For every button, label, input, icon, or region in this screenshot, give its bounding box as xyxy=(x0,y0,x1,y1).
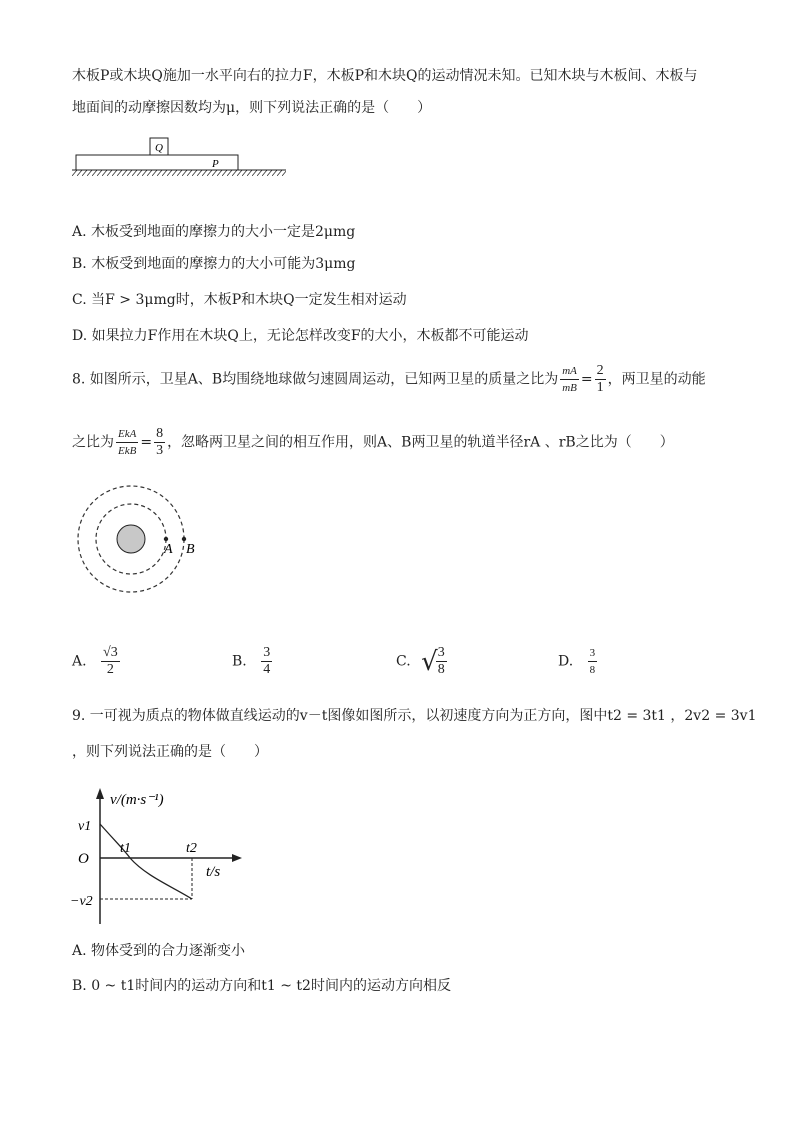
ek-ratio-value: $\frac{8}{3}$ xyxy=(156,426,164,458)
q9-stem-line2: ，则下列说法正确的是（ ） xyxy=(72,744,268,760)
q8-option-b: B. $\frac{3}{4}$ xyxy=(232,645,271,677)
q9-option-a: A. 物体受到的合力逐渐变小 xyxy=(72,943,246,959)
svg-text:v1: v1 xyxy=(78,819,92,834)
svg-text:t1: t1 xyxy=(120,841,131,856)
earth xyxy=(117,525,145,553)
svg-text:−v2: −v2 xyxy=(70,894,93,909)
y-axis-arrow xyxy=(96,788,104,799)
q7-board-diagram xyxy=(72,134,292,184)
svg-text:t/s: t/s xyxy=(206,864,221,880)
q8-option-d: D. $\frac{3}{8}$ xyxy=(558,647,596,676)
q9-vt-graph xyxy=(66,784,256,934)
q8-stem-line2: 之比为 $\frac{\text{EkA}}{\text{EkB}}$ = $\frac{8}{3}$ ，忽略两卫星之间的相互作用，则A、B两卫星的轨道半径rA 、rB之比为（ ） xyxy=(72,426,674,458)
q7-option-d: D. 如果拉力F作用在木块Q上，无论怎样改变F的大小，木板都不可能运动 xyxy=(72,328,529,344)
ek-ratio-symbol: $\frac{\text{EkA}}{\text{EkB}}$ xyxy=(118,428,137,457)
q8-stem-line1: 8. 如图所示，卫星A、B均围绕地球做匀速圆周运动，已知两卫星的质量之比为 $\frac{mA}{mB}$ = $\frac{2}{1}$ ，两卫星的动能 xyxy=(72,363,706,395)
svg-text:B: B xyxy=(186,542,195,557)
q9-option-b: B. 0 ~ t1时间内的运动方向和t1 ~ t2时间内的运动方向相反 xyxy=(72,978,451,994)
q7-stem-line2: 地面间的动摩擦因数均为μ，则下列说法正确的是（ ） xyxy=(72,100,432,116)
satellite-b xyxy=(182,537,186,541)
svg-text:t2: t2 xyxy=(186,841,197,856)
q9-stem-line1: 9. 一可视为质点的物体做直线运动的v－t图像如图所示，以初速度方向为正方向，图中t2 = 3t1 ，2v2 = 3v1 xyxy=(72,708,757,724)
q8-option-c: C. √ $\frac{3}{8}$ xyxy=(396,645,445,677)
label-q: Q xyxy=(155,142,163,154)
q8-orbit-diagram xyxy=(74,484,214,596)
vt-curve xyxy=(100,824,192,899)
svg-text:O: O xyxy=(78,851,89,867)
mass-ratio-symbol: $\frac{mA}{mB}$ xyxy=(562,365,577,394)
label-p: P xyxy=(212,158,219,170)
q7-option-b: B. 木板受到地面的摩擦力的大小可能为3μmg xyxy=(72,256,356,272)
svg-text:v/(m·s⁻¹): v/(m·s⁻¹) xyxy=(110,792,164,808)
mass-ratio-value: $\frac{2}{1}$ xyxy=(596,363,604,395)
q7-stem-line1: 木板P或木块Q施加一水平向右的拉力F，木板P和木块Q的运动情况未知。已知木块与木板间、木板与 xyxy=(72,68,698,84)
svg-text:A: A xyxy=(164,542,173,557)
satellite-a xyxy=(164,537,168,541)
q8-option-a: A. $\frac{√3}{2}$ xyxy=(72,645,118,677)
q7-option-c: C. 当F > 3μmg时，木板P和木块Q一定发生相对运动 xyxy=(72,292,407,308)
q7-option-a: A. 木板受到地面的摩擦力的大小一定是2μmg xyxy=(72,224,356,240)
x-axis-arrow xyxy=(232,854,242,862)
